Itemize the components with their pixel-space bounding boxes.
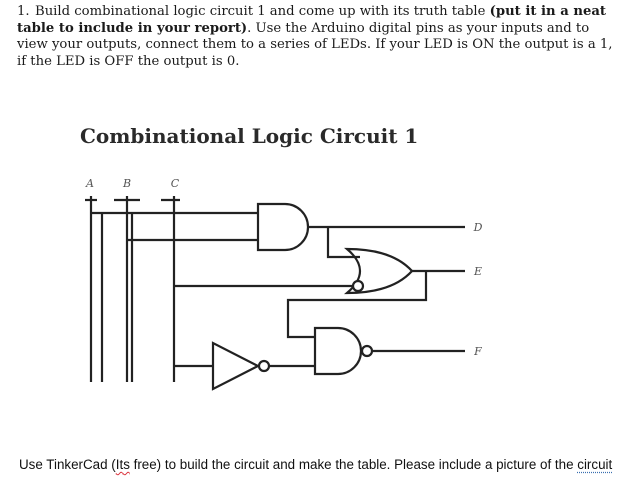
question-bold-note: (put it in a neat table to include in your report) <box>17 4 606 36</box>
and-gate-1 <box>258 204 308 250</box>
instruction-footer <box>19 456 629 474</box>
d-to-or-wire <box>328 227 360 257</box>
footer-last-word: circuit <box>577 457 613 472</box>
figure-title: Combinational Logic Circuit 1 <box>80 124 419 148</box>
question-text-part1: Build combinational logic circuit 1 and come up with its truth table <box>35 4 486 19</box>
or-input-bubble <box>353 281 363 291</box>
input-label-a: A <box>86 177 94 190</box>
output-label-d: D <box>473 221 483 234</box>
footer-flagged-word: Its <box>115 457 130 472</box>
not-gate-bubble <box>259 361 269 371</box>
input-buses <box>91 196 174 382</box>
output-label-f: F <box>474 345 482 358</box>
question-number: 1. <box>17 4 30 19</box>
question-text-part2: . Use the Arduino digital pins as your inputs and to view your outputs, connect them to a series of LEDs. If your LED is ON the output is a 1, if the LED is OFF the output is 0. <box>17 20 613 69</box>
input-label-b: B <box>122 177 132 190</box>
output-label-e: E <box>473 265 483 278</box>
nand-gate <box>315 328 361 374</box>
input-label-c: C <box>170 177 180 190</box>
not-gate <box>213 343 258 389</box>
footer-text-before: Use TinkerCad ( <box>19 457 116 472</box>
footer-text-after: free) to build the circuit and make the table. Please include a picture of the <box>129 457 578 472</box>
nand-gate-bubble <box>362 346 372 356</box>
